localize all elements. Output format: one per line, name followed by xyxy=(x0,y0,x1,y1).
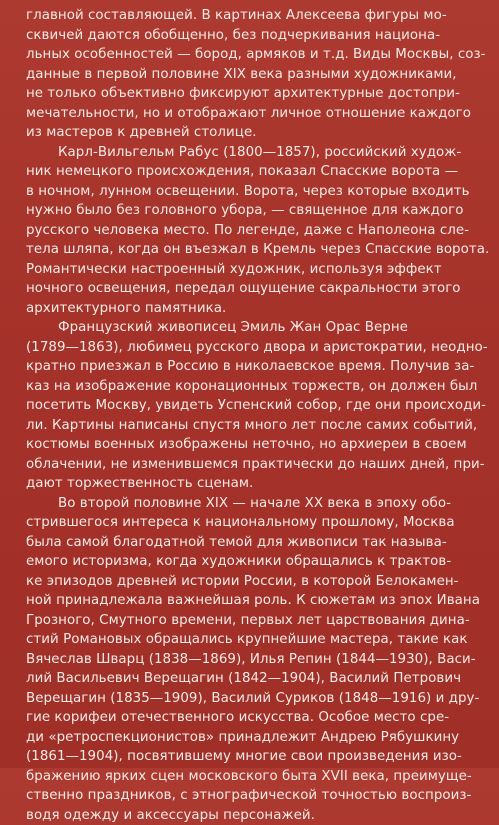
text-line: (1861—1904), посвятившему многие свои произведения изо- xyxy=(26,747,488,767)
text-line: в ночном, лунном освещении. Ворота, через которые входить xyxy=(26,182,488,202)
text-line: была самой благодатной темой для живописи так называ- xyxy=(26,533,488,553)
text-line: водя одежду и аксессуары персонажей. xyxy=(26,806,488,825)
article-text xyxy=(26,6,488,825)
text-line: стрившегося интереса к национальному прошлому, Москва xyxy=(26,513,488,533)
text-line: нужно было без головного убора, — священное для каждого xyxy=(26,201,488,221)
text-line: (1789—1863), любимец русского двора и аристократии, неодно- xyxy=(26,338,488,358)
text-line: ке эпизодов древней истории России, в которой Белокамен- xyxy=(26,572,488,592)
text-line: ственно праздников, с этнографической точностью воспроиз- xyxy=(26,786,488,806)
text-line: тела шляпа, когда он въезжал в Кремль через Спасские ворота. xyxy=(26,240,488,260)
text-line: ной принадлежала важнейшая роль. К сюжетам из эпох Ивана xyxy=(26,591,488,611)
text-line: стий Романовых обращались крупнейшие мастера, такие как xyxy=(26,630,488,650)
text-line: ди «ретроспекционистов» принадлежит Андрею Рябушкину xyxy=(26,728,488,748)
text-line: мечательности, но и отображают личное отношение каждого xyxy=(26,104,488,124)
text-line: облачении, не изменившемся практически до наших дней, при- xyxy=(26,455,488,475)
text-line: сквичей даются обобщенно, без подчеркивания национа- xyxy=(26,26,488,46)
text-line: не только объективно фиксируют архитектурные достопри- xyxy=(26,84,488,104)
paragraph-start-line: Французский живописец Эмиль Жан Орас Верне xyxy=(26,318,488,338)
text-line: льных особенностей — бород, армяков и т.д. Виды Москвы, соз- xyxy=(26,45,488,65)
text-line: костюмы военных изображены неточно, но архиереи в своем xyxy=(26,435,488,455)
text-line: ник немецкого происхождения, показал Спасские ворота — xyxy=(26,162,488,182)
text-line: Вячеслав Шварц (1838—1869), Илья Репин (1844—1930), Васи- xyxy=(26,650,488,670)
text-line: ночного освещения, передал ощущение сакральности этого xyxy=(26,279,488,299)
text-line: русского человека место. По легенде, даже с Наполеона сле- xyxy=(26,221,488,241)
text-line: главной составляющей. В картинах Алексеева фигуры мо- xyxy=(26,6,488,26)
text-line: кратно приезжал в Россию в николаевское время. Получив за- xyxy=(26,357,488,377)
text-line: Романтически настроенный художник, используя эффект xyxy=(26,260,488,280)
text-line: данные в первой половине XIX века разными художниками, xyxy=(26,65,488,85)
text-line: емого историзма, когда художники обращались к трактов- xyxy=(26,552,488,572)
paragraph-start-line: Во второй половине XIX — начале XX века в эпоху обо- xyxy=(26,494,488,514)
text-line: Верещагин (1835—1909), Василий Суриков (1848—1916) и дру- xyxy=(26,689,488,709)
text-line: гие корифеи отечественного искусства. Особое место сре- xyxy=(26,708,488,728)
text-line: дают торжественность сценам. xyxy=(26,474,488,494)
text-line: архитектурного памятника. xyxy=(26,299,488,319)
text-line: посетить Москву, увидеть Успенский собор, где они происходи- xyxy=(26,396,488,416)
paragraph-start-line: Карл-Вильгельм Рабус (1800—1857), российский худож- xyxy=(26,143,488,163)
text-line: лий Васильевич Верещагин (1842—1904), Василий Петрович xyxy=(26,669,488,689)
text-line: Грозного, Смутного времени, первых лет царствования дина- xyxy=(26,611,488,631)
text-line: каз на изображение коронационных торжеств, он должен был xyxy=(26,377,488,397)
text-line: из мастеров к древней столице. xyxy=(26,123,488,143)
text-line: бражению ярких сцен московского быта XVII века, преимуще- xyxy=(26,767,488,787)
text-line: ли. Картины написаны спустя много лет после самих событий, xyxy=(26,416,488,436)
